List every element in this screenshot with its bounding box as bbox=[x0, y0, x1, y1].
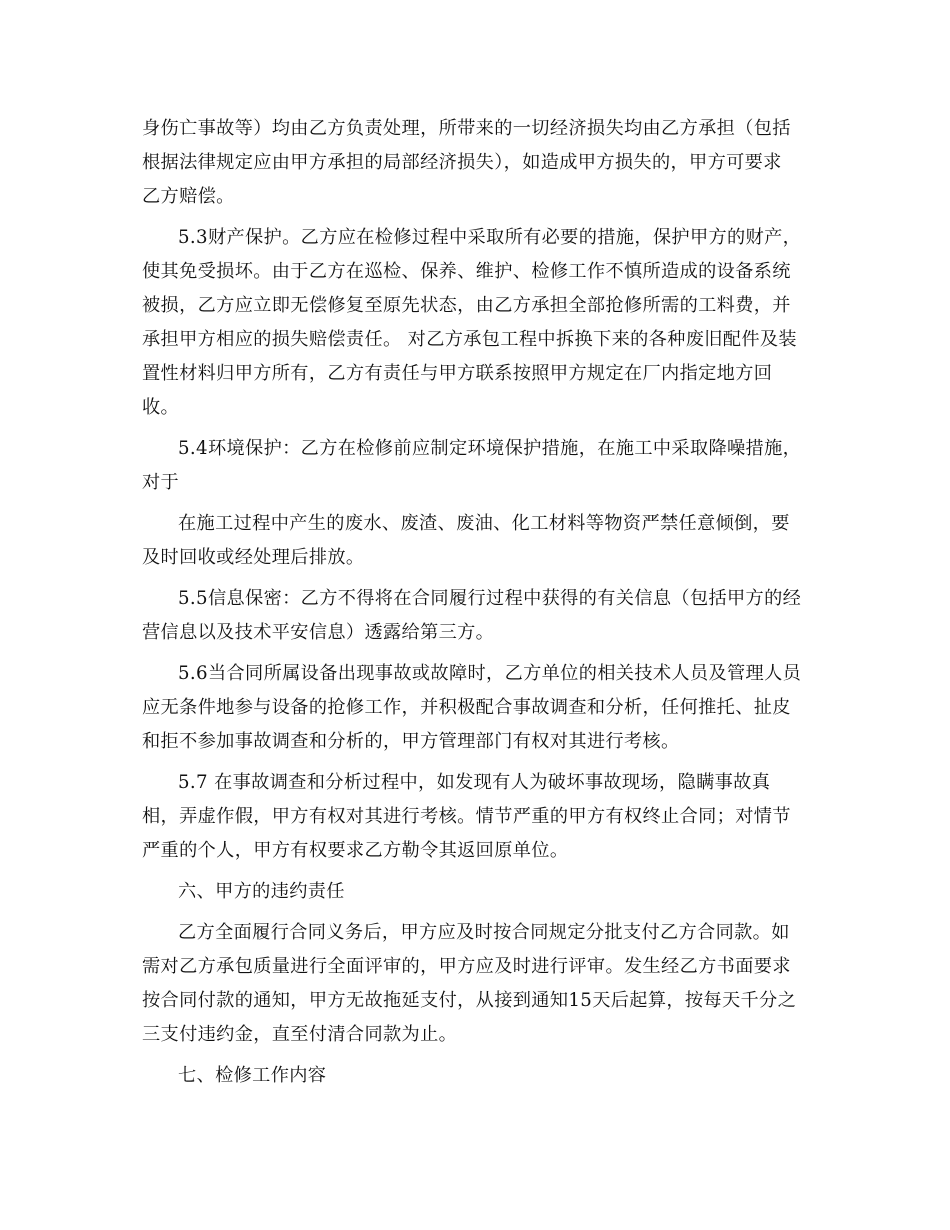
text-line: 对于 bbox=[142, 472, 180, 493]
text-line: 收。 bbox=[142, 397, 180, 418]
text-line: 使其免受损坏。由于乙方在巡检、保养、维护、检修工作不慎所造成的设备系统 bbox=[142, 261, 791, 282]
section-5-4: 5.4环境保护：乙方在检修前应制定环境保护措施，在施工中采取降噪措施， bbox=[178, 438, 802, 459]
text-line: 相，弄虚作假，甲方有权对其进行考核。情节严重的甲方有权终止合同；对情节 bbox=[142, 806, 791, 827]
section-5-7: 5.7 在事故调查和分析过程中，如发现有人为破坏事故现场，隐瞒事故真 bbox=[178, 772, 771, 793]
text-line: 乙方全面履行合同义务后，甲方应及时按合同规定分批支付乙方合同款。如 bbox=[178, 922, 790, 943]
section-heading-6: 六、甲方的违约责任 bbox=[178, 881, 345, 902]
text-line: 及时回收或经处理后排放。 bbox=[142, 547, 365, 568]
text-line: 严重的个人，甲方有权要求乙方勒令其返回原单位。 bbox=[142, 840, 569, 861]
text-line: 置性材料归甲方所有，乙方有责任与甲方联系按照甲方规定在厂内指定地方回 bbox=[142, 363, 773, 384]
text-line: 身伤亡事故等）均由乙方负责处理，所带来的一切经济损失均由乙方承担（包括 bbox=[142, 118, 791, 139]
text-line: 承担甲方相应的损失赔偿责任。 对乙方承包工程中拆换下来的各种废旧配件及装 bbox=[142, 329, 797, 350]
text-line: 按合同付款的通知，甲方无故拖延支付，从接到通知15天后起算，按每天千分之 bbox=[142, 990, 797, 1011]
section-5-6: 5.6当合同所属设备出现事故或故障时，乙方单位的相关技术人员及管理人员 bbox=[178, 663, 802, 684]
text-line: 乙方赔偿。 bbox=[142, 186, 235, 207]
text-line: 需对乙方承包质量进行全面评审的，甲方应及时进行评审。发生经乙方书面要求 bbox=[142, 956, 791, 977]
text-line: 在施工过程中产生的废水、废渣、废油、化工材料等物资严禁任意倾倒，要 bbox=[178, 513, 790, 534]
text-line: 和拒不参加事故调查和分析的，甲方管理部门有权对其进行考核。 bbox=[142, 731, 680, 752]
text-line: 被损，乙方应立即无偿修复至原先状态，由乙方承担全部抢修所需的工料费，并 bbox=[142, 295, 791, 316]
text-line: 三支付违约金，直至付清合同款为止。 bbox=[142, 1024, 458, 1045]
section-5-5: 5.5信息保密：乙方不得将在合同履行过程中获得的有关信息（包括甲方的经 bbox=[178, 588, 802, 609]
text-line: 营信息以及技术平安信息）透露给第三方。 bbox=[142, 622, 495, 643]
text-line: 应无条件地参与设备的抢修工作，并积极配合事故调查和分析，任何推托、扯皮 bbox=[142, 697, 791, 718]
section-5-3: 5.3财产保护。乙方应在检修过程中采取所有必要的措施，保护甲方的财产， bbox=[178, 227, 802, 248]
section-heading-7: 七、检修工作内容 bbox=[178, 1065, 327, 1086]
text-line: 根据法律规定应由甲方承担的局部经济损失），如造成甲方损失的，甲方可要求 bbox=[142, 152, 782, 173]
